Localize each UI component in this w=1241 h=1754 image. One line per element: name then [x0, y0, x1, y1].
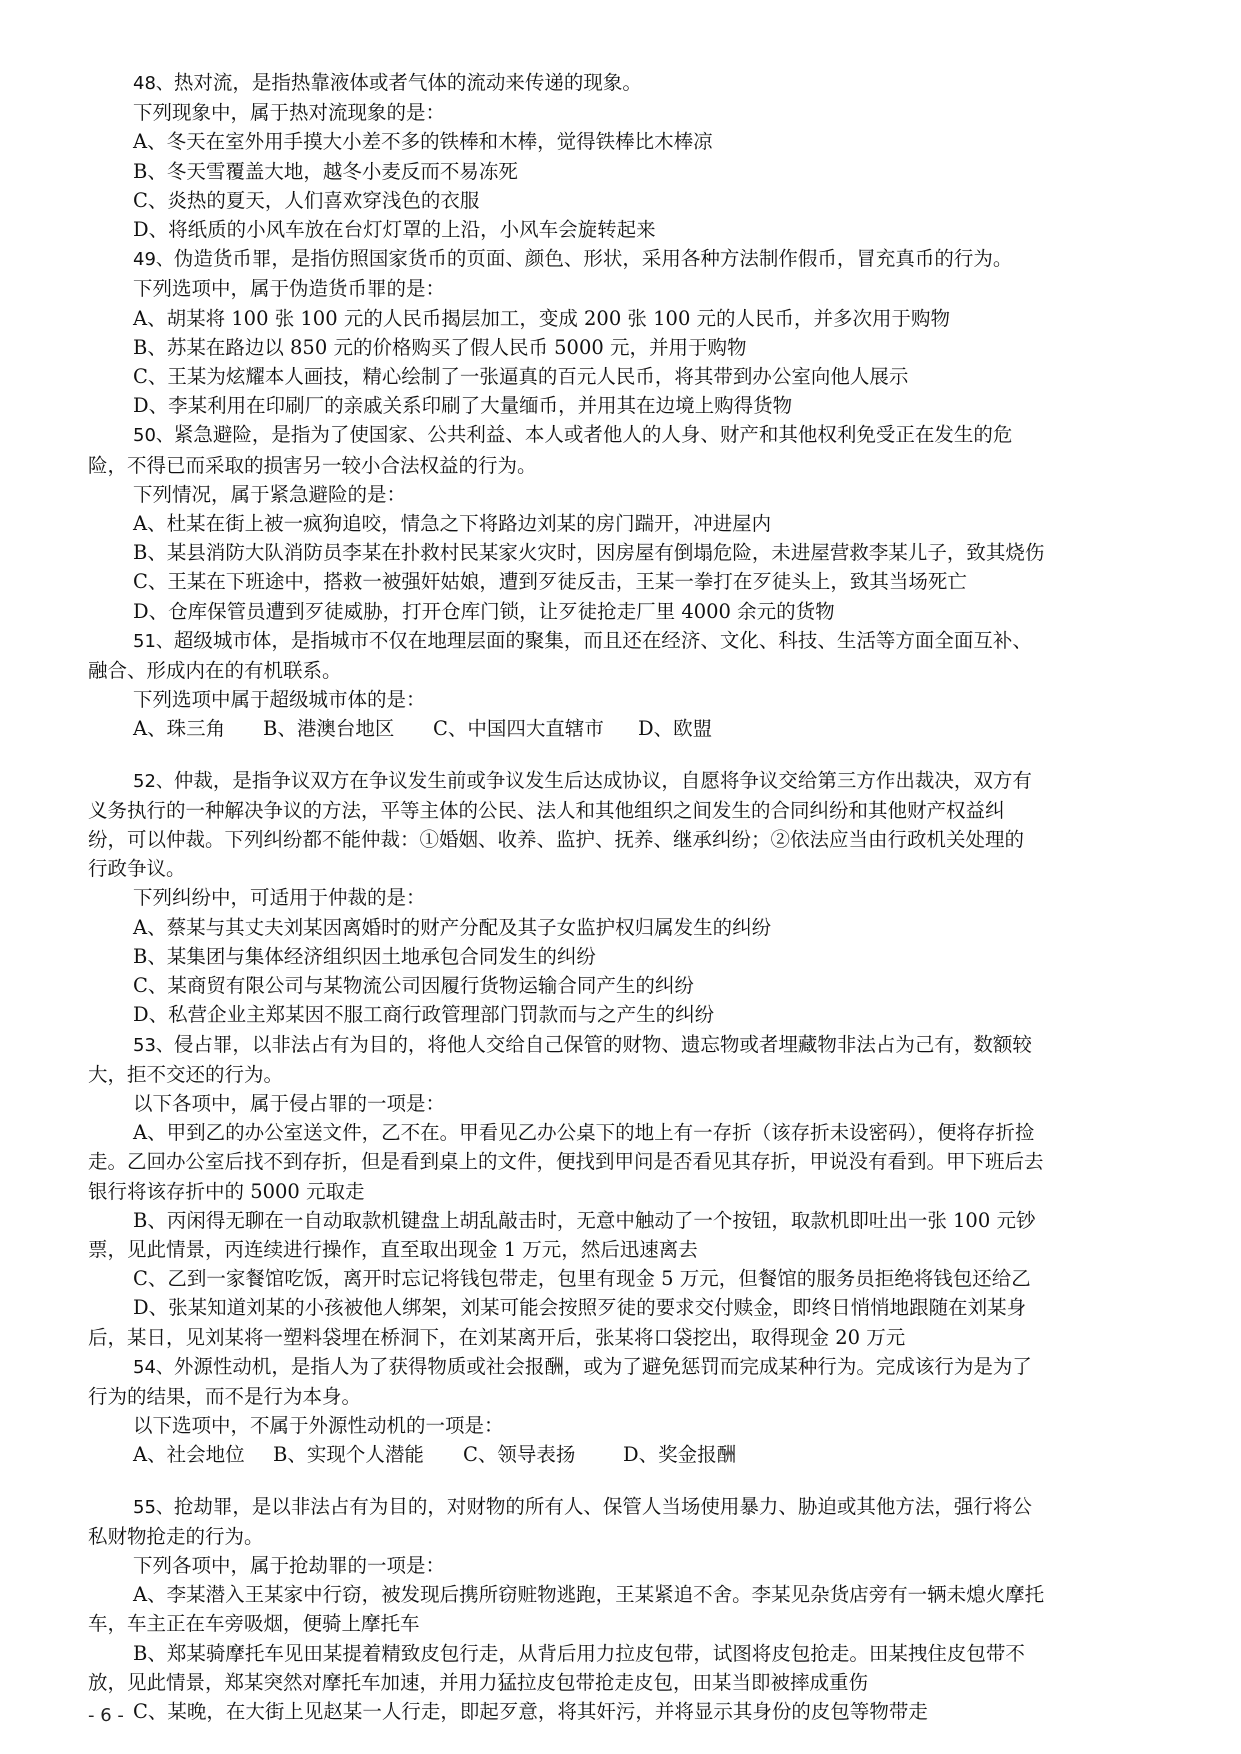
question-number: 51、 — [133, 630, 174, 652]
option-d-cont: 后，某日，见刘某将一塑料袋埋在桥洞下，在刘某离开后，张某将口袋挖出，取得现金 20 万元 — [88, 1325, 906, 1349]
question-50-ask: 下列情况，属于紧急避险的是： — [133, 482, 407, 506]
option-a: A、杜某在街上被一疯狗追咬，情急之下将路边刘某的房门踹开，冲进屋内 — [133, 512, 772, 536]
question-number: 53、 — [133, 1034, 174, 1056]
question-48-stem: 48、热对流，是指热靠液体或者气体的流动来传递的现象。 — [133, 71, 642, 94]
page-number: - 6 - — [88, 1705, 124, 1726]
option-b: B、丙闲得无聊在一自动取款机键盘上胡乱敲击时，无意中触动了一个按钮，取款机即吐出一张 100 元钞 — [133, 1208, 1036, 1232]
option-b-cont: 放，见此情景，郑某突然对摩托车加速，并用力猛拉皮包带抢走皮包，田某当即被摔成重伤 — [88, 1670, 869, 1694]
option-c: C、领导表扬 — [463, 1443, 576, 1467]
question-53-stem-cont: 大，拒不交还的行为。 — [88, 1062, 284, 1086]
question-55-ask: 下列各项中，属于抢劫罪的一项是： — [133, 1553, 446, 1577]
question-49-stem: 49、伪造货币罪，是指仿照国家货币的页面、颜色、形状，采用各种方法制作假币，冒充真币的行为。 — [133, 247, 1013, 271]
spacer — [88, 744, 1158, 766]
option-a-cont: 走。乙回办公室后找不到存折，但是看到桌上的文件，便找到甲问是否看见其存折，甲说没有看到。甲下班后去 — [88, 1150, 1044, 1174]
option-c: C、炎热的夏天，人们喜欢穿浅色的衣服 — [133, 188, 480, 212]
question-52-ask: 下列纠纷中，可适用于仲裁的是： — [133, 886, 426, 910]
option-c: C、乙到一家餐馆吃饭，离开时忘记将钱包带走，包里有现金 5 万元，但餐馆的服务员拒绝将钱包还给乙 — [133, 1267, 1031, 1291]
option-c: C、王某在下班途中，搭救一被强奸姑娘，遭到歹徒反击，王某一拳打在歹徒头上，致其当场死亡 — [133, 570, 967, 594]
option-a-cont: 银行将该存折中的 5000 元取走 — [88, 1179, 365, 1203]
question-number: 50、 — [133, 425, 174, 447]
option-d: D、欧盟 — [638, 717, 713, 741]
option-d: D、李某利用在印刷厂的亲戚关系印刷了大量缅币，并用其在边境上购得货物 — [133, 394, 793, 418]
question-number: 54、 — [133, 1356, 174, 1378]
option-b: B、港澳台地区 — [263, 717, 395, 741]
option-c: C、某商贸有限公司与某物流公司因履行货物运输合同产生的纠纷 — [133, 974, 694, 998]
question-55-stem: 55、抢劫罪，是以非法占有为目的，对财物的所有人、保管人当场使用暴力、胁迫或其他方法，强行将公 — [133, 1494, 1032, 1518]
question-54-stem-cont: 行为的结果，而不是行为本身。 — [88, 1384, 362, 1408]
question-55-stem-cont: 私财物抢走的行为。 — [88, 1524, 264, 1548]
question-number: 49、 — [133, 249, 174, 271]
option-a: A、李某潜入王某家中行窃，被发现后携所窃赃物逃跑，王某紧追不舍。李某见杂货店旁有一辆未熄火摩托 — [133, 1583, 1045, 1607]
option-b: B、冬天雪覆盖大地，越冬小麦反而不易冻死 — [133, 159, 518, 183]
option-b: B、苏某在路边以 850 元的价格购买了假人民币 5000 元，并用于购物 — [133, 335, 747, 359]
question-54-options — [88, 1440, 1158, 1469]
question-52-stem-cont: 纷，可以仲裁。下列纠纷都不能仲裁：①婚姻、收养、监护、抚养、继承纠纷；②依法应当由行政机关处理的 — [88, 828, 1025, 852]
question-number: 55、 — [133, 1496, 174, 1518]
question-51-options — [88, 714, 1158, 743]
question-48-ask: 下列现象中，属于热对流现象的是： — [133, 101, 446, 125]
question-49-ask: 下列选项中，属于伪造货币罪的是： — [133, 277, 446, 301]
option-b: B、某集团与集体经济组织因土地承包合同发生的纠纷 — [133, 944, 596, 968]
option-a: A、胡某将 100 张 100 元的人民币揭层加工，变成 200 张 100 元的人民币，并多次用于购物 — [133, 306, 951, 330]
option-a: A、社会地位 — [133, 1443, 245, 1467]
option-c: C、中国四大直辖市 — [433, 717, 604, 741]
option-d: D、张某知道刘某的小孩被他人绑架，刘某可能会按照歹徒的要求交付赎金，即终日悄悄地跟随在刘某身 — [133, 1296, 1027, 1320]
option-b: B、实现个人潜能 — [273, 1443, 424, 1467]
option-b: B、郑某骑摩托车见田某提着精致皮包行走，从背后用力拉皮包带，试图将皮包抢走。田某拽住皮包带不 — [133, 1641, 1025, 1665]
option-a-cont: 车，车主正在车旁吸烟，便骑上摩托车 — [88, 1612, 420, 1636]
option-c: C、某晚，在大街上见赵某一人行走，即起歹意，将其奸污，并将显示其身份的皮包等物带走 — [133, 1699, 928, 1723]
option-c: C、王某为炫耀本人画技，精心绘制了一张逼真的百元人民币，将其带到办公室向他人展示 — [133, 365, 909, 389]
question-number: 52、 — [133, 770, 174, 792]
question-50-stem-cont: 险，不得已而采取的损害另一较小合法权益的行为。 — [88, 453, 537, 477]
question-53-stem: 53、侵占罪，以非法占有为目的，将他人交给自己保管的财物、遗忘物或者埋藏物非法占为己有，数额较 — [133, 1032, 1032, 1056]
option-a: A、珠三角 — [133, 717, 226, 741]
spacer — [88, 1470, 1158, 1492]
option-b-cont: 票，见此情景，丙连续进行操作，直至取出现金 1 万元，然后迅速离去 — [88, 1237, 698, 1261]
option-a: A、蔡某与其丈夫刘某因离婚时的财产分配及其子女监护权归属发生的纠纷 — [133, 915, 772, 939]
question-51-stem-cont: 融合、形成内在的有机联系。 — [88, 659, 342, 683]
question-51-ask: 下列选项中属于超级城市体的是： — [133, 688, 426, 712]
option-a: A、甲到乙的办公室送文件，乙不在。甲看见乙办公桌下的地上有一存折（该存折未设密码），便将存折捡 — [133, 1121, 1035, 1145]
question-53-ask: 以下各项中，属于侵占罪的一项是： — [133, 1091, 446, 1115]
question-52-stem: 52、仲裁，是指争议双方在争议发生前或争议发生后达成协议，自愿将争议交给第三方作出裁决，双方有 — [133, 768, 1032, 792]
exam-page — [88, 68, 1158, 1726]
question-50-stem: 50、紧急避险，是指为了使国家、公共利益、本人或者他人的人身、财产和其他权利免受正在发生的危 — [133, 423, 1013, 447]
option-a: A、冬天在室外用手摸大小差不多的铁棒和木棒，觉得铁棒比木棒凉 — [133, 130, 713, 154]
question-54-stem: 54、外源性动机，是指人为了获得物质或社会报酬，或为了避免惩罚而完成某种行为。完成该行为是为了 — [133, 1354, 1032, 1378]
option-d: D、私营企业主郑某因不服工商行政管理部门罚款而与之产生的纠纷 — [133, 1003, 715, 1027]
option-d: D、仓库保管员遭到歹徒威胁，打开仓库门锁，让歹徒抢走厂里 4000 余元的货物 — [133, 599, 835, 623]
question-52-stem-cont: 义务执行的一种解决争议的方法，平等主体的公民、法人和其他组织之间发生的合同纠纷和其他财产权益纠 — [88, 798, 1005, 822]
option-d: D、奖金报酬 — [623, 1443, 737, 1467]
question-number: 48、 — [133, 73, 174, 94]
option-d: D、将纸质的小风车放在台灯灯罩的上沿，小风车会旋转起来 — [133, 218, 656, 242]
question-51-stem: 51、超级城市体，是指城市不仅在地理层面的聚集，而且还在经济、文化、科技、生活等方面全面互补、 — [133, 628, 1032, 652]
question-52-stem-cont: 行政争议。 — [88, 857, 186, 881]
option-b: B、某县消防大队消防员李某在扑救村民某家火灾时，因房屋有倒塌危险，未进屋营救李某儿子，致其烧伤 — [133, 541, 1045, 565]
question-54-ask: 以下选项中，不属于外源性动机的一项是： — [133, 1414, 504, 1438]
